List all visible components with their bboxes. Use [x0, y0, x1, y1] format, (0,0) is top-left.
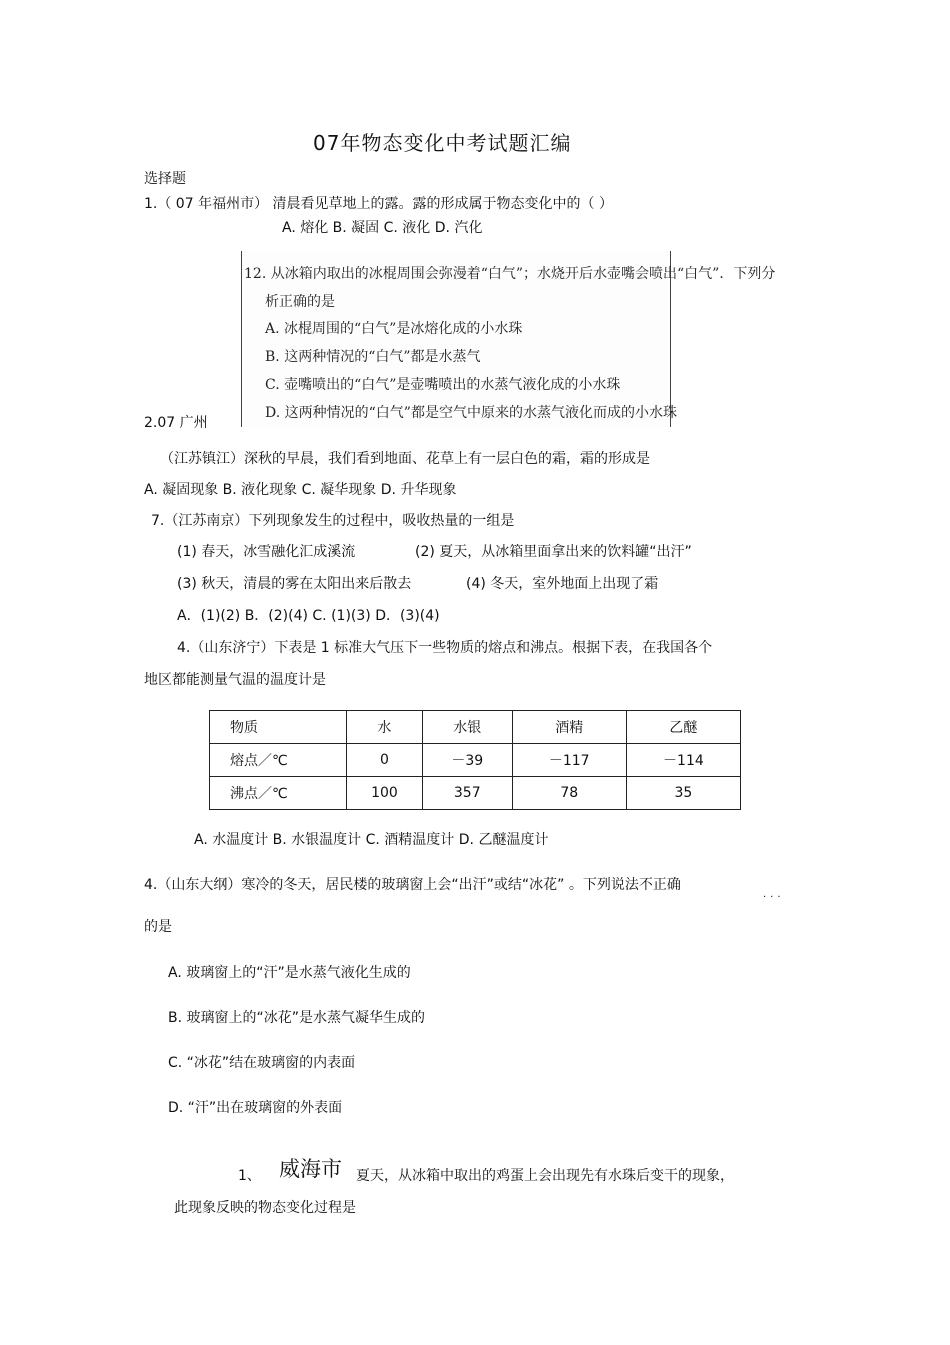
page-title: 07年物态变化中考试题汇编 — [313, 131, 572, 155]
table-cell: 0 — [347, 744, 423, 777]
table-cell: 357 — [422, 777, 512, 810]
question-3-stem: （江苏镇江）深秋的早晨，我们看到地面、花草上有一层白色的霜，霜的形成是 — [160, 451, 650, 467]
question-4a-options: A. 水温度计 B. 水银温度计 C. 酒精温度计 D. 乙醚温度计 — [194, 832, 549, 848]
table-header-cell: 水 — [347, 711, 423, 744]
table-header-cell: 物质 — [210, 711, 347, 744]
table-row — [210, 777, 741, 810]
question-5-stem-line-1: 夏天，从冰箱中取出的鸡蛋上会出现先有水珠后变干的现象， — [356, 1168, 734, 1184]
table-cell: －39 — [422, 744, 512, 777]
scan-option-c: C. 壶嘴喷出的“白气”是壶嘴喷出的水蒸气液化成的小水珠 — [265, 377, 621, 393]
question-7-item-4: (4) 冬天，室外地面上出现了霜 — [466, 576, 659, 592]
table-cell: 100 — [347, 777, 423, 810]
question-4a-stem-line-1: 4.（山东济宁）下表是 1 标准大气压下一些物质的熔点和沸点。根据下表，在我国各个 — [177, 640, 713, 656]
question-7-options: A．(1)(2) B．(2)(4) C. (1)(3) D．(3)(4) — [177, 608, 440, 624]
question-5-city: 威海市 — [279, 1157, 342, 1181]
table-cell: 熔点／℃ — [210, 744, 347, 777]
table-cell: 35 — [626, 777, 740, 810]
question-7-item-1: (1) 春天，冰雪融化汇成溪流 — [177, 544, 356, 560]
table-header-cell: 水银 — [422, 711, 512, 744]
question-7-item-3: (3) 秋天，清晨的雾在太阳出来后散去 — [177, 576, 412, 592]
question-4b-stem-line-2: 的是 — [144, 919, 172, 935]
scan-option-a: A. 冰棍周围的“白气”是冰熔化成的小水珠 — [265, 321, 523, 337]
scan-option-d: D. 这两种情况的“白气”都是空气中原来的水蒸气液化而成的小水珠 — [265, 405, 677, 421]
question-4b-option-b: B. 玻璃窗上的“冰花”是水蒸气凝华生成的 — [168, 1010, 426, 1026]
question-7-item-2: (2) 夏天，从冰箱里面拿出来的饮料罐“出汗” — [415, 544, 692, 560]
question-4a-stem-line-2: 地区都能测量气温的温度计是 — [144, 672, 326, 688]
table-header-row — [210, 711, 741, 744]
question-4b-option-d: D. “汗”出在玻璃窗的外表面 — [168, 1100, 343, 1116]
table-row — [210, 744, 741, 777]
table-cell: －117 — [512, 744, 626, 777]
scan-stem-line-1: 12. 从冰箱内取出的冰棍周围会弥漫着“白气”；水烧开后水壶嘴会喷出“白气”．下列分 — [244, 266, 776, 282]
question-4b-option-a: A. 玻璃窗上的“汗”是水蒸气液化生成的 — [168, 965, 411, 981]
question-4b-stem-line-1: 4.（山东大纲）寒冷的冬天，居民楼的玻璃窗上会“出汗”或结“冰花” 。下列说法不正确 — [144, 877, 681, 893]
question-5-stem-line-2: 此现象反映的物态变化过程是 — [174, 1200, 356, 1216]
scan-option-b: B. 这两种情况的“白气”都是水蒸气 — [265, 349, 481, 365]
scan-stem-line-2: 析正确的是 — [265, 294, 335, 310]
table-cell: 沸点／℃ — [210, 777, 347, 810]
question-2-label: 2.07 广州 — [144, 415, 208, 431]
table-cell: －114 — [626, 744, 740, 777]
table-cell: 78 — [512, 777, 626, 810]
question-3-options: A. 凝固现象 B. 液化现象 C. 凝华现象 D. 升华现象 — [144, 482, 457, 498]
question-5-number: 1、 — [238, 1168, 261, 1184]
question-1-options: A. 熔化 B. 凝固 C. 液化 D. 汽化 — [282, 220, 483, 236]
question-7-stem: 7.（江苏南京）下列现象发生的过程中，吸收热量的一组是 — [151, 513, 515, 529]
emphasis-dots: ... — [763, 889, 785, 900]
melting-boiling-table — [209, 710, 741, 810]
section-heading: 选择题 — [144, 171, 186, 187]
question-1-stem: 1.（ 07 年福州市） 清晨看见草地上的露。露的形成属于物态变化中的（ ） — [144, 196, 613, 212]
question-4b-option-c: C. “冰花”结在玻璃窗的内表面 — [168, 1055, 356, 1071]
table-header-cell: 酒精 — [512, 711, 626, 744]
scanned-question-image — [241, 251, 776, 427]
table-header-cell: 乙醚 — [626, 711, 740, 744]
